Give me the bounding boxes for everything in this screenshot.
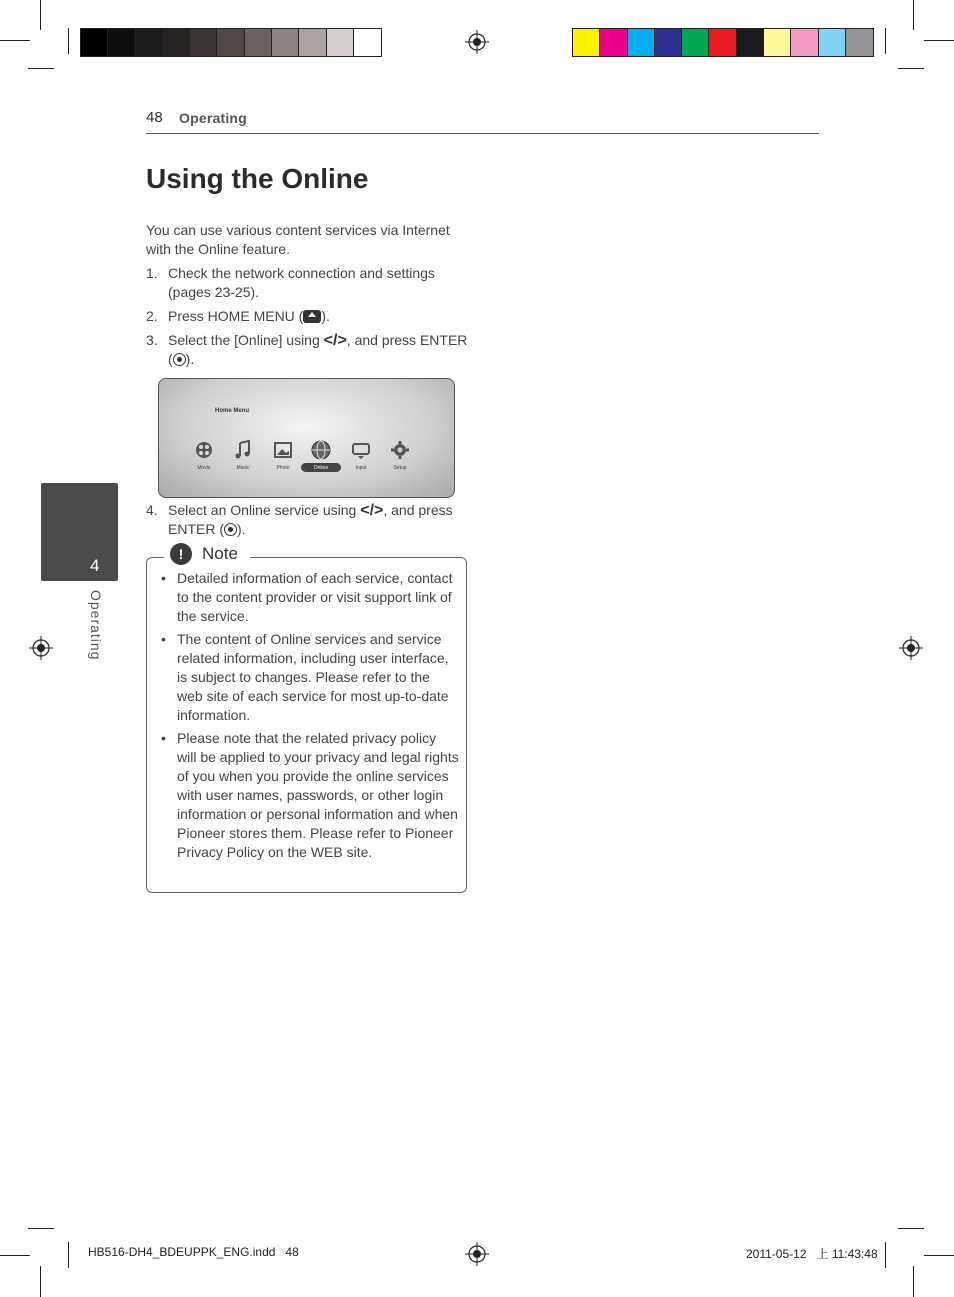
footer-timestamp: 2011-05-12 上 11:43:48 xyxy=(746,1247,878,1261)
calibration-swatch xyxy=(628,29,655,56)
enter-icon xyxy=(173,353,186,366)
note-bullet-text: The content of Online services and service related information, including user interface, is subject to changes. Please refer to the web site of each service for most up-to-date information. xyxy=(177,631,449,723)
section-name: Operating xyxy=(179,110,247,126)
crop-mark xyxy=(68,28,69,54)
menu-label-setup: Setup xyxy=(393,465,407,471)
chapter-number: 4 xyxy=(90,556,100,575)
step-text: ). xyxy=(321,308,330,324)
gear-icon xyxy=(389,439,411,461)
calibration-swatch xyxy=(819,29,846,56)
calibration-swatch xyxy=(709,29,736,56)
crop-mark xyxy=(885,1242,886,1268)
menu-label-movie: Movie xyxy=(197,465,211,471)
registration-mark-icon xyxy=(29,636,53,660)
calibration-swatch xyxy=(764,29,791,56)
gray-calibration-bar xyxy=(80,28,382,57)
home-icon xyxy=(303,310,321,323)
crop-mark xyxy=(28,68,54,69)
crop-mark xyxy=(913,0,914,30)
crop-mark xyxy=(28,1228,54,1229)
color-calibration-bar xyxy=(572,28,874,57)
enter-icon xyxy=(224,523,237,536)
calibration-swatch xyxy=(600,29,627,56)
home-menu-title: Home Menu xyxy=(215,408,250,414)
bullet-icon: • xyxy=(161,730,166,746)
left-right-arrows-icon: </> xyxy=(323,332,347,349)
note-title: Note xyxy=(202,544,238,563)
step-text: Select an Online service using xyxy=(168,502,361,518)
home-menu-screenshot xyxy=(158,378,455,498)
chapter-label: Operating xyxy=(88,590,104,661)
note-bullet-text: Please note that the related privacy policy will be applied to your privacy and legal rights of you when you provide the online services with user names, passwords, or other login information or personal information and when Pioneer stores them. Please refer to Pioneer Privacy Policy on the WEB site. xyxy=(177,730,459,860)
step-number: 2. xyxy=(146,308,158,324)
bullet-icon: • xyxy=(161,631,166,647)
crop-mark xyxy=(898,68,924,69)
page-number: 48 xyxy=(146,109,163,126)
crop-mark xyxy=(924,1255,954,1256)
calibration-swatch xyxy=(655,29,682,56)
note-heading xyxy=(164,543,250,565)
calibration-swatch xyxy=(573,29,600,56)
chapter-tab xyxy=(41,483,118,581)
crop-mark xyxy=(913,1266,914,1297)
calibration-swatch xyxy=(245,29,272,56)
menu-label-input: Input xyxy=(355,465,367,471)
movie-reel-icon xyxy=(193,439,215,461)
step-number: 1. xyxy=(146,265,158,281)
calibration-swatch xyxy=(190,29,217,56)
step-text: , and press ENTER ( xyxy=(168,502,453,537)
page-title: Using the Online xyxy=(146,163,369,194)
registration-mark-icon xyxy=(465,1242,489,1266)
footer-filename: HB516-DH4_BDEUPPK_ENG.indd 48 xyxy=(88,1245,299,1259)
header-divider xyxy=(146,133,819,134)
step-number: 3. xyxy=(146,332,158,348)
intro-paragraph: You can use various content services via Internet with the Online feature. xyxy=(146,222,450,257)
menu-label-online: Online xyxy=(313,465,329,471)
calibration-swatch xyxy=(217,29,244,56)
crop-mark xyxy=(40,0,41,30)
crop-mark xyxy=(898,1228,924,1229)
crop-mark xyxy=(0,1255,30,1256)
step-text: Select the [Online] using xyxy=(168,332,324,348)
left-right-arrows-icon: </> xyxy=(360,502,384,519)
registration-mark-icon xyxy=(899,636,923,660)
calibration-swatch xyxy=(737,29,764,56)
crop-mark xyxy=(885,28,886,54)
calibration-swatch xyxy=(272,29,299,56)
registration-mark-icon xyxy=(465,30,489,54)
step-text: , and press ENTER ( xyxy=(168,332,468,367)
crop-mark xyxy=(0,40,30,41)
input-icon xyxy=(350,439,372,461)
step-text: Check the network connection and settings (pages 23-25). xyxy=(168,265,435,300)
calibration-swatch xyxy=(354,29,381,56)
step-text: ). xyxy=(185,351,195,367)
exclamation-icon: ! xyxy=(170,543,192,565)
calibration-swatch xyxy=(846,29,873,56)
calibration-swatch xyxy=(327,29,354,56)
calibration-swatch xyxy=(108,29,135,56)
calibration-swatch xyxy=(299,29,326,56)
calibration-swatch xyxy=(682,29,709,56)
menu-label-photo: Photo xyxy=(276,465,290,471)
calibration-swatch xyxy=(163,29,190,56)
step-text: Press HOME MENU ( xyxy=(168,308,304,324)
photo-icon xyxy=(272,439,294,461)
calibration-swatch xyxy=(136,29,163,56)
globe-icon xyxy=(310,439,332,461)
calibration-swatch xyxy=(791,29,818,56)
crop-mark xyxy=(924,40,954,41)
crop-mark xyxy=(40,1266,41,1297)
step-number: 4. xyxy=(146,502,158,518)
music-note-icon xyxy=(232,439,254,461)
calibration-swatch xyxy=(81,29,108,56)
menu-label-music: Music xyxy=(236,465,250,471)
bullet-icon: • xyxy=(161,570,166,586)
step-text: ). xyxy=(237,521,246,537)
note-bullet-text: Detailed information of each service, contact to the content provider or visit support link of the service. xyxy=(177,570,453,624)
crop-mark xyxy=(68,1242,69,1268)
